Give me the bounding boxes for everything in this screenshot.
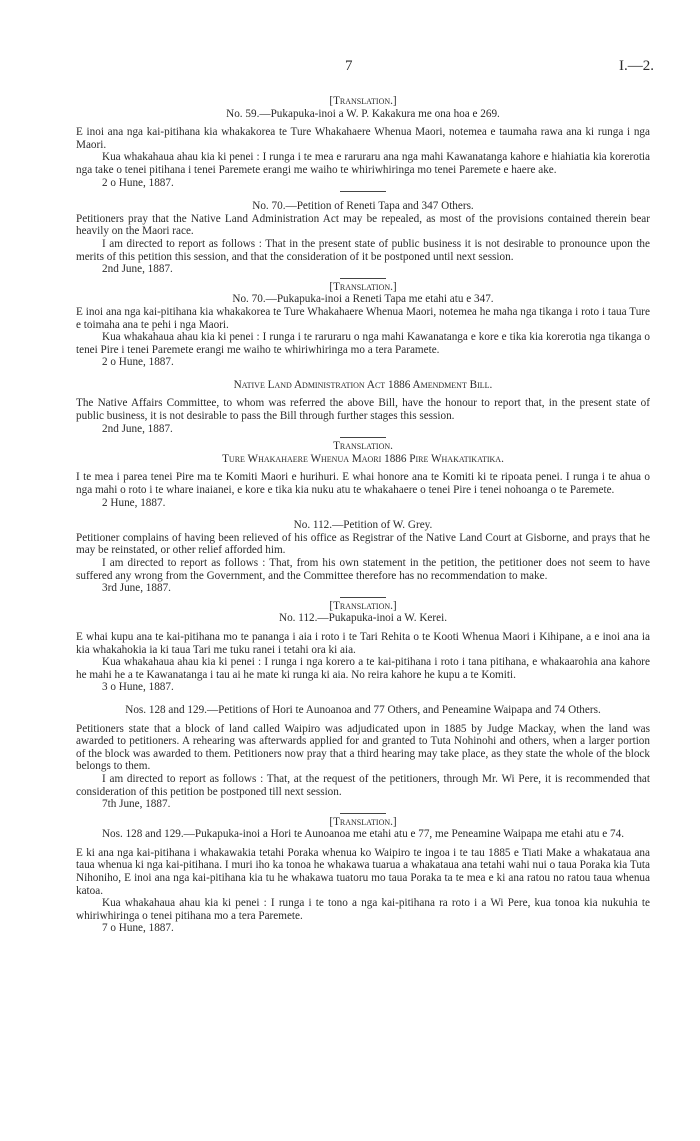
section-date: 2nd June, 1887. — [102, 263, 173, 276]
section-heading: Nos. 128 and 129.—Petitions of Hori te Aunoanoa and 77 Others, and Peneamine Waipapa and 74 Others. — [125, 703, 601, 716]
section-heading: No. 59.—Pukapuka-inoi a W. P. Kakakura me ona hoa e 269. — [226, 107, 500, 120]
section-date: 2 o Hune, 1887. — [102, 176, 174, 189]
document-body — [76, 95, 650, 935]
section-heading: Native Land Administration Act 1886 Amendment Bill. — [233, 378, 493, 391]
paragraph: Kua whakahaua ahau kia ki penei : I runga i te mea e raruraru ana nga mahi Kawanatanga kahore e hiahiatia kia korerotia nga take o tenei pitihana i tenei Paremete erangi me waiho te whiriwhiringa mo tenei Paremete e haere ake. — [76, 151, 650, 176]
paragraph: The Native Affairs Committee, to whom was referred the above Bill, have the honour to report that, in the present state of public business, it is not desirable to pass the Bill through further stages this session. — [76, 397, 650, 423]
paragraph: I am directed to report as follows : That in the present state of public business it is not desirable to pronounce upon the merits of this petition this session, and that the consideration of it be postponed until next session. — [76, 237, 650, 263]
divider — [340, 437, 386, 438]
divider — [340, 597, 386, 598]
section-date: 2nd June, 1887. — [102, 422, 173, 435]
section-date: 7 o Hune, 1887. — [102, 922, 174, 935]
section-heading: No. 70.—Petition of Reneti Tapa and 347 Others. — [252, 200, 474, 213]
paragraph: Kua whakahaua ahau kia ki penei : I runga i te tono a nga kai-pitihana ra roto i a Wi Pere, kua tonoa kia nukuhia te whiriwhiringa o tenei pitihana mo a tera Paremete. — [76, 897, 650, 922]
divider — [340, 813, 386, 814]
paragraph: Petitioners state that a block of land called Waipiro was adjudicated upon in 1885 by Judge Mackay, when the land was awarded to petitioners. A rehearing was afterwards applied for and granted to Tuta Nohinohi and others, when a larger portion of the block was awarded to them. Petitioners now pray that a third hearing may take place, as they state the whole of the block belongs to them. — [76, 722, 650, 773]
section-date: 7th June, 1887. — [102, 798, 171, 811]
section-heading: No. 112.—Pukapuka-inoi a W. Kerei. — [279, 612, 447, 625]
section-label: [Translation.] — [329, 95, 397, 107]
paragraph: Petitioners pray that the Native Land Administration Act may be repealed, as most of the provisions contained therein bear heavily on the Maori race. — [76, 212, 650, 238]
paragraph: I am directed to report as follows : That, from his own statement in the petition, the petitioner does not seem to have suffered any wrong from the Government, and the Committee therefore has no recommendation to make. — [76, 557, 650, 582]
paragraph: E ki ana nga kai-pitihana i whakawakia tetahi Poraka whenua ko Waipiro te ingoa i te tau 1885 e Tiati Make a whakataua ana taua whenua ki nga kai-pitihana. I muri iho ka tonoa he whakawa tuarua a whakataua ana tetahi wahi nui o taua Poraka kia Tuta Nihoniho, E inoi ana nga kai-pitihana kia tu he whakawa tuatoru mo taua Poraka ta te mea e ki ana ratou no ratou taua whenua katoa. — [76, 846, 650, 897]
divider — [340, 191, 386, 192]
section-date: 2 o Hune, 1887. — [102, 356, 174, 369]
paragraph: E inoi ana nga kai-pitihana kia whakakorea te Ture Whakahaere Whenua Maori, notemea he maha nga tikanga i roto i taua Ture e toimaha ana te pehi i nga Maori. — [76, 305, 650, 331]
paragraph: E inoi ana nga kai-pitihana kia whakakorea te Ture Whakahaere Whenua Maori, notemea e taumaha rawa ana ki runga i nga Maori. — [76, 126, 650, 151]
paragraph: Kua whakahaua ahau kia ki penei : I runga i te raruraru o nga mahi Kawanatanga e kore e tika kia korerotia nga tikanga o tenei Pire i tenei Paremete erangi me waiho te whiriwhiringa mo a tera Paramete. — [76, 331, 650, 356]
page-number: 7 — [345, 58, 353, 74]
section-heading: Ture Whakahaere Whenua Maori 1886 Pire Whakatikatika. — [222, 452, 504, 465]
paragraph: Petitioner complains of having been relieved of his office as Registrar of the Native Land Court at Gisborne, and prays that he may be reinstated, or other relief afforded him. — [76, 531, 650, 557]
section-label: [Translation.] — [329, 280, 397, 293]
section-heading: No. 70.—Pukapuka-inoi a Reneti Tapa me etahi atu e 347. — [232, 293, 494, 306]
section-date: 3rd June, 1887. — [102, 582, 171, 595]
section-heading: No. 112.—Petition of W. Grey. — [293, 519, 433, 532]
paragraph: Kua whakahaua ahau kia ki penei : I runga i nga korero a te kai-pitihana i roto i tana pitihana, e whakaarohia ana kahore he mahi he a te Kawanatanga i tau ai he mate ki runga ki aia. No reira kahore he kupu a te Komiti. — [76, 656, 650, 681]
section-label: [Translation.] — [329, 815, 397, 828]
section-date: 2 Hune, 1887. — [102, 496, 166, 509]
paragraph: I te mea i parea tenei Pire ma te Komiti Maori e hurihuri. E whai honore ana te Komiti ki te ripoata penei. I runga i te ahua o nga mahi o roto i te whare inaianei, e kore e tika kia nuku atu te whakahaere o tenei Pire i tenei nohoanga o te Paremete. — [76, 471, 650, 497]
paper-reference: I.—2. — [619, 58, 654, 74]
paragraph: I am directed to report as follows : That, at the request of the petitioners, through Mr. Wi Pere, it is recommended that consideration of this petition be postponed till next session. — [76, 772, 650, 798]
section-label: [Translation.] — [329, 599, 397, 612]
section-label: Translation. — [333, 440, 393, 453]
section-heading: Nos. 128 and 129.—Pukapuka-inoi a Hori te Aunoanoa me etahi atu e 77, me Peneamine Waipapa me etahi atu e 74. — [101, 828, 625, 841]
section-date: 3 o Hune, 1887. — [102, 681, 174, 694]
divider — [340, 278, 386, 279]
paragraph: E whai kupu ana te kai-pitihana mo te pananga i aia i roto i te Tari Rehita o te Kooti Whenua Maori i Kihipane, a e inoi ana ia kia whakahokia ia ki taua Tari me tuku ranei i tetahi ora ki aia. — [76, 630, 650, 656]
